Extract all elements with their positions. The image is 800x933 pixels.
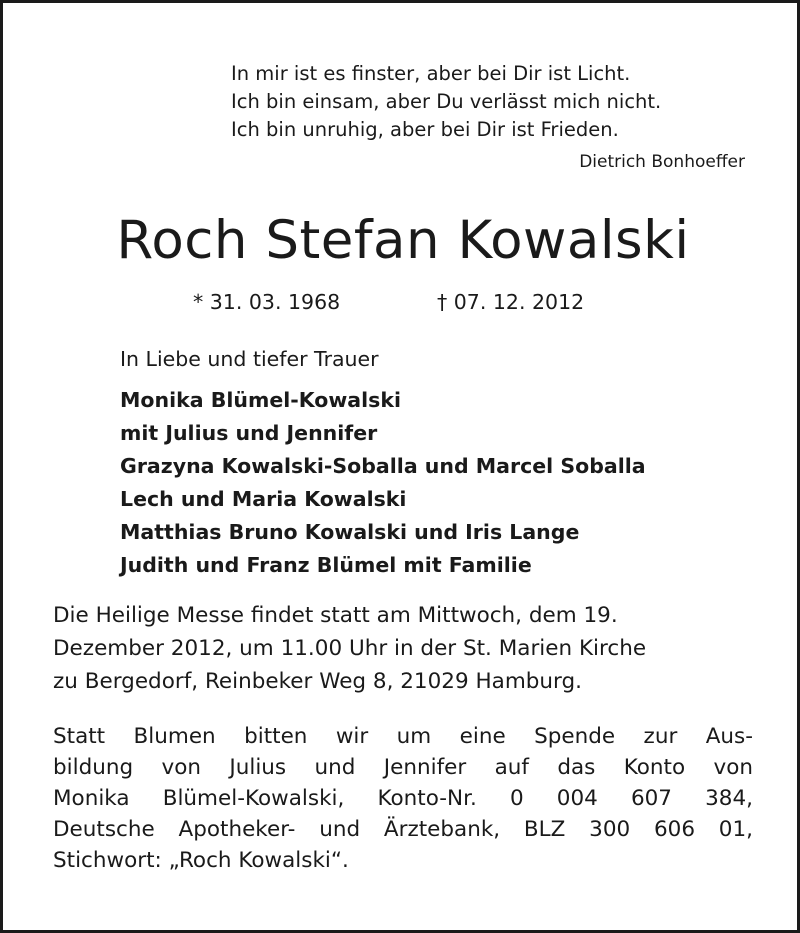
donation-line: bildung von Julius und Jennifer auf das Konto von [53, 755, 753, 780]
quote-line: Ich bin unruhig, aber bei Dir ist Frieden. [231, 118, 619, 141]
quote-line: In mir ist es finster, aber bei Dir ist Licht. [231, 62, 631, 85]
mourner-line: Judith und Franz Blümel mit Familie [120, 553, 532, 577]
mourners-list [120, 384, 646, 582]
donation-request [53, 721, 753, 876]
donation-line: Monika Blümel-Kowalski, Konto-Nr. 0 004 607 384, [53, 786, 753, 811]
bonhoeffer-quote [231, 60, 661, 144]
mass-line: Die Heilige Messe findet statt am Mittwoch, dem 19. [53, 603, 618, 628]
mourner-line: Grazyna Kowalski-Soballa und Marcel Soballa [120, 454, 646, 478]
donation-line: Deutsche Apotheker- und Ärztebank, BLZ 300 606 01, [53, 817, 753, 842]
death-date: † 07. 12. 2012 [437, 290, 585, 314]
mourner-line: Monika Blümel-Kowalski [120, 388, 402, 412]
donation-line: Statt Blumen bitten wir um eine Spende zur Aus- [53, 724, 753, 749]
funeral-mass-info [53, 599, 646, 698]
quote-line: Ich bin einsam, aber Du verlässt mich nicht. [231, 90, 662, 113]
mourning-intro: In Liebe und tiefer Trauer [120, 347, 379, 371]
mass-line: zu Bergedorf, Reinbeker Weg 8, 21029 Hamburg. [53, 669, 582, 694]
mourner-line: Lech und Maria Kowalski [120, 487, 407, 511]
mourner-line: mit Julius und Jennifer [120, 421, 378, 445]
donation-line: Stichwort: „Roch Kowalski“. [53, 848, 349, 873]
mourner-line: Matthias Bruno Kowalski und Iris Lange [120, 520, 580, 544]
deceased-name: Roch Stefan Kowalski [116, 210, 690, 271]
quote-author: Dietrich Bonhoeffer [579, 152, 745, 172]
birth-date: * 31. 03. 1968 [193, 290, 341, 314]
mass-line: Dezember 2012, um 11.00 Uhr in der St. Marien Kirche [53, 636, 647, 661]
